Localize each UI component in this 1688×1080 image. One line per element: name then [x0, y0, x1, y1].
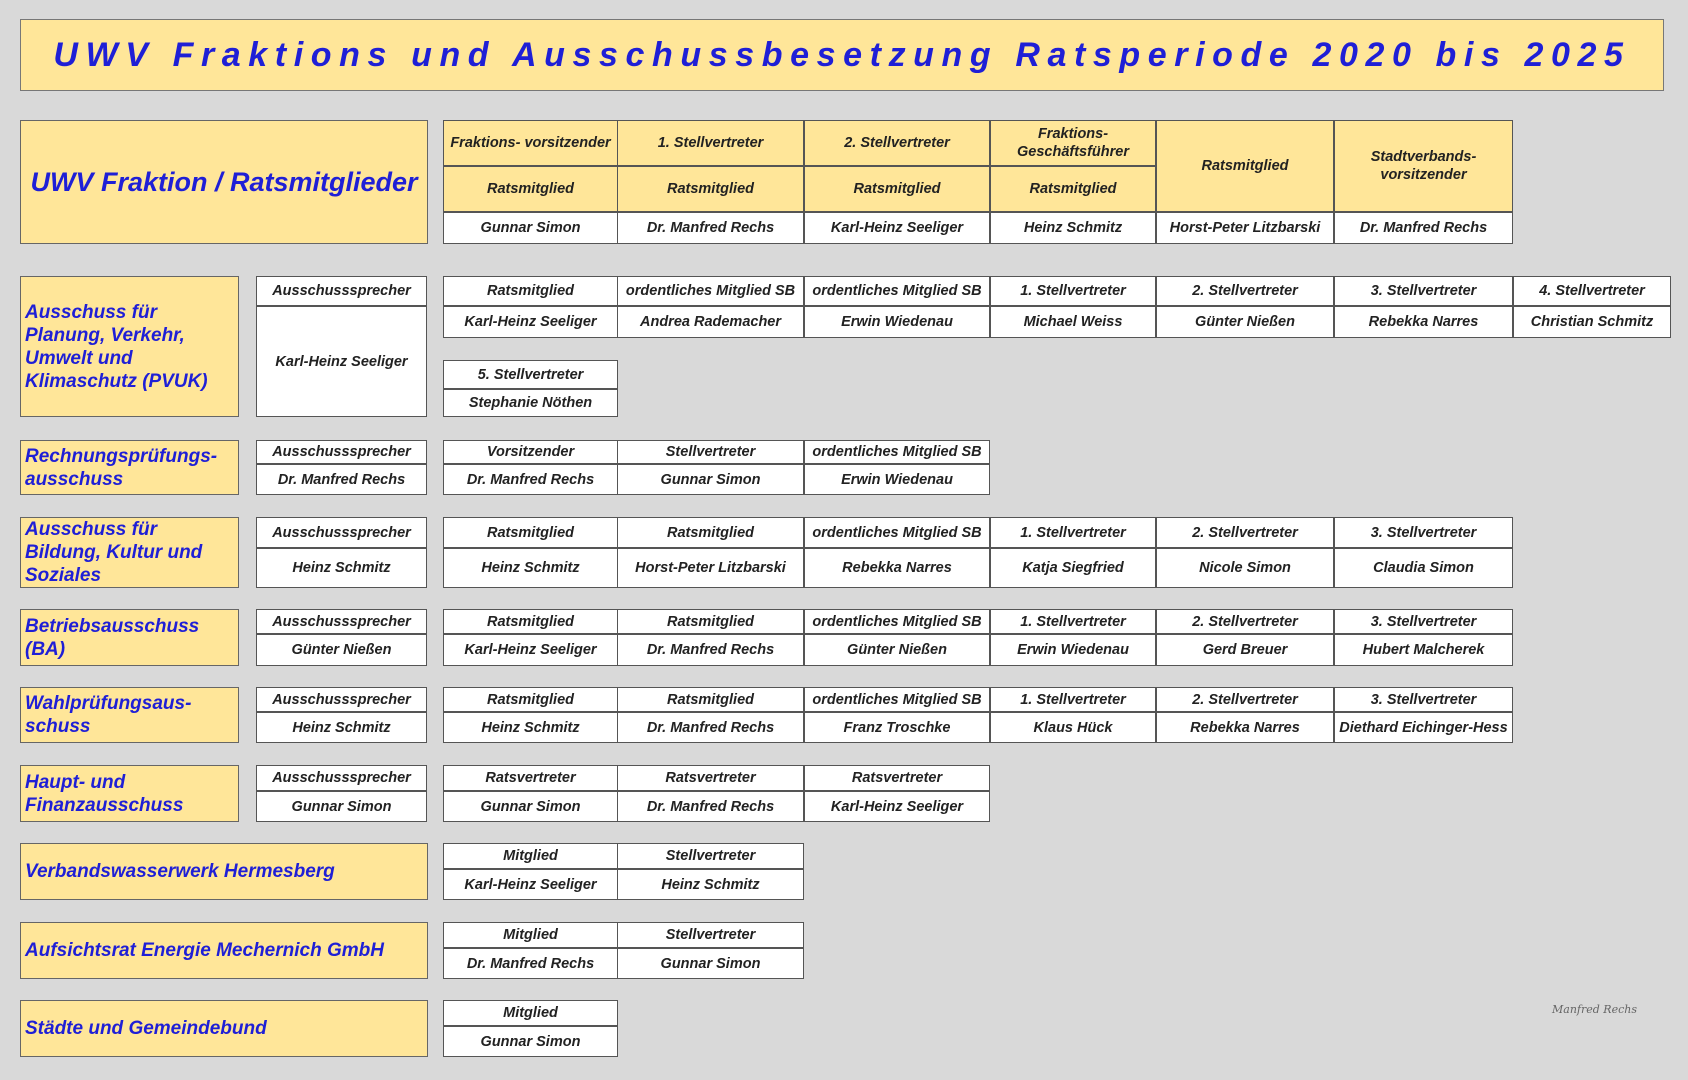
- ba-role-header: 3. Stellvertreter: [1334, 609, 1513, 634]
- aem-role-header: Mitglied: [443, 922, 618, 948]
- page-title-banner: [20, 19, 1664, 91]
- hfa-member-name: Gunnar Simon: [443, 791, 618, 822]
- bks-role-header: Ratsmitglied: [443, 517, 618, 548]
- wpa-member-name: Franz Troschke: [804, 712, 990, 743]
- sgb-role-header: Mitglied: [443, 1000, 618, 1026]
- rpa-sprecher-name: Dr. Manfred Rechs: [256, 464, 427, 495]
- pvuk-role-header: 4. Stellvertreter: [1513, 276, 1671, 306]
- aem-label: Aufsichtsrat Energie Mechernich GmbH: [20, 922, 428, 979]
- fraktion-role-header: 1. Stellvertreter: [617, 120, 804, 166]
- wpa-member-name: Diethard Eichinger-Hess: [1334, 712, 1513, 743]
- hfa-role-header: Ratsvertreter: [443, 765, 618, 791]
- fraktion-member-name: Heinz Schmitz: [990, 212, 1156, 244]
- pvuk-role-header: ordentliches Mitglied SB: [617, 276, 804, 306]
- pvuk-role-header: 3. Stellvertreter: [1334, 276, 1513, 306]
- bks-role-header: ordentliches Mitglied SB: [804, 517, 990, 548]
- pvuk-member-name: Karl-Heinz Seeliger: [443, 306, 618, 338]
- fraktion-subrole-header: Ratsmitglied: [617, 166, 804, 212]
- bks-sprecher-name: Heinz Schmitz: [256, 548, 427, 588]
- bks-role-header: 1. Stellvertreter: [990, 517, 1156, 548]
- ba-role-header: ordentliches Mitglied SB: [804, 609, 990, 634]
- bks-member-name: Horst-Peter Litzbarski: [617, 548, 804, 588]
- fraktion-member-name: Gunnar Simon: [443, 212, 618, 244]
- wpa-label: Wahlprüfungsaus- schuss: [20, 687, 239, 743]
- vww-member-name: Karl-Heinz Seeliger: [443, 869, 618, 900]
- ba-member-name: Günter Nießen: [804, 634, 990, 666]
- pvuk-member-name: Michael Weiss: [990, 306, 1156, 338]
- pvuk-member-name: Erwin Wiedenau: [804, 306, 990, 338]
- fraktion-role-header: Fraktions- Geschäftsführer: [990, 120, 1156, 166]
- wpa-role-header: 3. Stellvertreter: [1334, 687, 1513, 712]
- pvuk-sprecher-name: Karl-Heinz Seeliger: [256, 306, 427, 417]
- hfa-role-header: Ratsvertreter: [617, 765, 804, 791]
- pvuk-role-header: Ratsmitglied: [443, 276, 618, 306]
- sgb-label: Städte und Gemeindebund: [20, 1000, 428, 1057]
- fraktion-role-header: Fraktions- vorsitzender: [443, 120, 618, 166]
- wpa-sprecher-name: Heinz Schmitz: [256, 712, 427, 743]
- bks-member-name: Heinz Schmitz: [443, 548, 618, 588]
- fraktion-member-name: Dr. Manfred Rechs: [617, 212, 804, 244]
- wpa-member-name: Rebekka Narres: [1156, 712, 1334, 743]
- fraktion-role-header: Stadtverbands- vorsitzender: [1334, 120, 1513, 212]
- hfa-member-name: Dr. Manfred Rechs: [617, 791, 804, 822]
- fraktion-member-name: Dr. Manfred Rechs: [1334, 212, 1513, 244]
- pvuk-extra-role-header: 5. Stellvertreter: [443, 360, 618, 389]
- pvuk-member-name: Andrea Rademacher: [617, 306, 804, 338]
- rpa-role-header: ordentliches Mitglied SB: [804, 440, 990, 464]
- aem-member-name: Dr. Manfred Rechs: [443, 948, 618, 979]
- bks-member-name: Rebekka Narres: [804, 548, 990, 588]
- wpa-role-header: ordentliches Mitglied SB: [804, 687, 990, 712]
- ba-member-name: Gerd Breuer: [1156, 634, 1334, 666]
- hfa-role-header: Ratsvertreter: [804, 765, 990, 791]
- vww-label: Verbandswasserwerk Hermesberg: [20, 843, 428, 900]
- wpa-sprecher-label: Ausschusssprecher: [256, 687, 427, 712]
- vww-role-header: Mitglied: [443, 843, 618, 869]
- hfa-label: Haupt- und Finanzausschuss: [20, 765, 239, 822]
- fraktion-role-header: 2. Stellvertreter: [804, 120, 990, 166]
- rpa-label: Rechnungsprüfungs- ausschuss: [20, 440, 239, 495]
- ba-member-name: Hubert Malcherek: [1334, 634, 1513, 666]
- aem-role-header: Stellvertreter: [617, 922, 804, 948]
- bks-role-header: 3. Stellvertreter: [1334, 517, 1513, 548]
- wpa-role-header: Ratsmitglied: [443, 687, 618, 712]
- fraktion-subrole-header: Ratsmitglied: [990, 166, 1156, 212]
- ba-sprecher-label: Ausschusssprecher: [256, 609, 427, 634]
- sgb-member-name: Gunnar Simon: [443, 1026, 618, 1057]
- bks-member-name: Katja Siegfried: [990, 548, 1156, 588]
- bks-role-header: 2. Stellvertreter: [1156, 517, 1334, 548]
- bks-label: Ausschuss für Bildung, Kultur und Soziales: [20, 517, 239, 588]
- rpa-role-header: Vorsitzender: [443, 440, 618, 464]
- bks-member-name: Claudia Simon: [1334, 548, 1513, 588]
- pvuk-sprecher-label: Ausschusssprecher: [256, 276, 427, 306]
- bks-member-name: Nicole Simon: [1156, 548, 1334, 588]
- fraktion-label: UWV Fraktion / Ratsmitglieder: [20, 120, 428, 244]
- wpa-member-name: Heinz Schmitz: [443, 712, 618, 743]
- bks-role-header: Ratsmitglied: [617, 517, 804, 548]
- ba-member-name: Karl-Heinz Seeliger: [443, 634, 618, 666]
- ba-member-name: Dr. Manfred Rechs: [617, 634, 804, 666]
- vww-member-name: Heinz Schmitz: [617, 869, 804, 900]
- pvuk-extra-member-name: Stephanie Nöthen: [443, 389, 618, 417]
- wpa-member-name: Klaus Hück: [990, 712, 1156, 743]
- fraktion-subrole-header: Ratsmitglied: [443, 166, 618, 212]
- wpa-role-header: Ratsmitglied: [617, 687, 804, 712]
- ba-member-name: Erwin Wiedenau: [990, 634, 1156, 666]
- fraktion-member-name: Karl-Heinz Seeliger: [804, 212, 990, 244]
- pvuk-member-name: Günter Nießen: [1156, 306, 1334, 338]
- pvuk-label: Ausschuss für Planung, Verkehr, Umwelt und Klimaschutz (PVUK): [20, 276, 239, 417]
- ba-label: Betriebsausschuss (BA): [20, 609, 239, 666]
- rpa-role-header: Stellvertreter: [617, 440, 804, 464]
- fraktion-role-header: Ratsmitglied: [1156, 120, 1334, 212]
- ba-sprecher-name: Günter Nießen: [256, 634, 427, 666]
- ba-role-header: 1. Stellvertreter: [990, 609, 1156, 634]
- hfa-member-name: Karl-Heinz Seeliger: [804, 791, 990, 822]
- wpa-role-header: 2. Stellvertreter: [1156, 687, 1334, 712]
- rpa-member-name: Erwin Wiedenau: [804, 464, 990, 495]
- ba-role-header: Ratsmitglied: [443, 609, 618, 634]
- pvuk-member-name: Christian Schmitz: [1513, 306, 1671, 338]
- signature: Manfred Rechs: [1552, 1003, 1637, 1016]
- hfa-sprecher-name: Gunnar Simon: [256, 791, 427, 822]
- fraktion-subrole-header: Ratsmitglied: [804, 166, 990, 212]
- pvuk-member-name: Rebekka Narres: [1334, 306, 1513, 338]
- ba-role-header: 2. Stellvertreter: [1156, 609, 1334, 634]
- bks-sprecher-label: Ausschusssprecher: [256, 517, 427, 548]
- wpa-role-header: 1. Stellvertreter: [990, 687, 1156, 712]
- page-title: UWV Fraktions und Ausschussbesetzung Ratsperiode 2020 bis 2025: [53, 35, 1631, 74]
- vww-role-header: Stellvertreter: [617, 843, 804, 869]
- fraktion-member-name: Horst-Peter Litzbarski: [1156, 212, 1334, 244]
- pvuk-role-header: ordentliches Mitglied SB: [804, 276, 990, 306]
- pvuk-role-header: 1. Stellvertreter: [990, 276, 1156, 306]
- aem-member-name: Gunnar Simon: [617, 948, 804, 979]
- ba-role-header: Ratsmitglied: [617, 609, 804, 634]
- rpa-member-name: Dr. Manfred Rechs: [443, 464, 618, 495]
- rpa-sprecher-label: Ausschusssprecher: [256, 440, 427, 464]
- pvuk-role-header: 2. Stellvertreter: [1156, 276, 1334, 306]
- hfa-sprecher-label: Ausschusssprecher: [256, 765, 427, 791]
- rpa-member-name: Gunnar Simon: [617, 464, 804, 495]
- wpa-member-name: Dr. Manfred Rechs: [617, 712, 804, 743]
